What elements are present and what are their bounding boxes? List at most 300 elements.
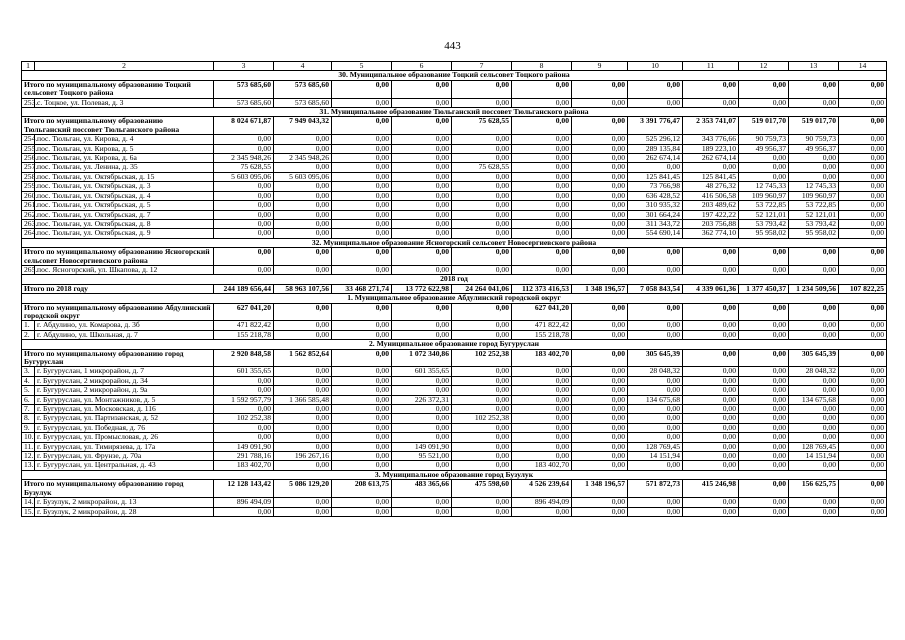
value-cell: 0,00: [839, 154, 887, 163]
value-cell: 0,00: [628, 248, 683, 266]
subtotal-label-cell: Итого по муниципальному образованию Абдулинский городской округ: [22, 303, 214, 321]
value-cell: 0,00: [392, 498, 452, 507]
value-cell: 0,00: [274, 219, 332, 228]
row-number-cell: 259.: [22, 182, 35, 191]
value-cell: 0,00: [332, 154, 392, 163]
value-cell: 0,00: [739, 498, 789, 507]
value-cell: 0,00: [572, 414, 628, 423]
table-row: [22, 229, 887, 238]
value-cell: 0,00: [789, 172, 839, 181]
value-cell: 0,00: [572, 163, 628, 172]
value-cell: 0,00: [789, 376, 839, 385]
value-cell: 0,00: [572, 433, 628, 442]
table-row: [22, 321, 887, 330]
value-cell: 0,00: [452, 498, 512, 507]
value-cell: 636 428,52: [628, 191, 683, 200]
value-cell: 0,00: [628, 330, 683, 339]
value-cell: 0,00: [572, 461, 628, 470]
value-cell: 0,00: [572, 507, 628, 516]
section-title-cell: 1. Муниципальное образование Абдулинский городской округ: [22, 294, 887, 303]
value-cell: 0,00: [214, 182, 274, 191]
value-cell: 5 086 129,20: [274, 480, 332, 498]
section-header-row: [22, 340, 887, 349]
value-cell: 53 722,85: [789, 201, 839, 210]
value-cell: 149 091,90: [214, 442, 274, 451]
row-number-cell: 13.: [22, 461, 35, 470]
value-cell: 0,00: [789, 330, 839, 339]
value-cell: 183 402,70: [512, 349, 572, 367]
value-cell: 75 628,55: [214, 163, 274, 172]
value-cell: 0,00: [452, 330, 512, 339]
subtotal-row: [22, 349, 887, 367]
value-cell: 0,00: [332, 210, 392, 219]
column-number-cell: 6: [392, 62, 452, 71]
value-cell: 0,00: [332, 80, 392, 98]
value-cell: 0,00: [274, 201, 332, 210]
value-cell: 0,00: [392, 80, 452, 98]
value-cell: 0,00: [739, 367, 789, 376]
address-cell: г. Бугуруслан, ул. Московская, д. 116: [35, 405, 214, 414]
value-cell: 0,00: [628, 498, 683, 507]
value-cell: 1 366 585,48: [274, 395, 332, 404]
value-cell: 0,00: [214, 135, 274, 144]
address-cell: пос. Тюльган, ул. Октябрьская, д. 4: [35, 191, 214, 200]
value-cell: 311 343,72: [628, 219, 683, 228]
value-cell: 0,00: [512, 182, 572, 191]
address-cell: пос. Ясногорский, ул. Шкапова, д. 12: [35, 265, 214, 274]
column-number-cell: 12: [739, 62, 789, 71]
value-cell: 0,00: [839, 144, 887, 153]
value-cell: 0,00: [572, 442, 628, 451]
value-cell: 289 135,84: [628, 144, 683, 153]
value-cell: 0,00: [274, 265, 332, 274]
value-cell: 0,00: [839, 182, 887, 191]
value-cell: 0,00: [512, 172, 572, 181]
value-cell: 0,00: [739, 163, 789, 172]
value-cell: 0,00: [392, 386, 452, 395]
value-cell: 0,00: [214, 144, 274, 153]
row-number-cell: 5.: [22, 386, 35, 395]
value-cell: 53 793,42: [739, 219, 789, 228]
value-cell: 0,00: [274, 229, 332, 238]
value-cell: 134 675,68: [628, 395, 683, 404]
value-cell: 0,00: [274, 321, 332, 330]
value-cell: 2 345 948,26: [214, 154, 274, 163]
value-cell: 1 234 509,56: [789, 284, 839, 293]
value-cell: 415 246,98: [683, 480, 739, 498]
row-number-cell: 11.: [22, 442, 35, 451]
address-cell: г. Бугуруслан, ул. Фрунзе, д. 70а: [35, 452, 214, 461]
value-cell: 0,00: [274, 367, 332, 376]
value-cell: 0,00: [392, 182, 452, 191]
value-cell: 0,00: [392, 117, 452, 135]
value-cell: 14 151,94: [789, 452, 839, 461]
value-cell: 0,00: [839, 117, 887, 135]
value-cell: 12 745,33: [789, 182, 839, 191]
column-number-cell: 10: [628, 62, 683, 71]
table-row: [22, 144, 887, 153]
value-cell: 0,00: [628, 303, 683, 321]
value-cell: 95 958,02: [739, 229, 789, 238]
address-cell: пос. Тюльган, ул. Ленина, д. 35: [35, 163, 214, 172]
subtotal-row: [22, 480, 887, 498]
value-cell: 0,00: [789, 498, 839, 507]
value-cell: 0,00: [572, 210, 628, 219]
value-cell: 0,00: [628, 321, 683, 330]
value-cell: 208 613,75: [332, 480, 392, 498]
value-cell: 0,00: [739, 376, 789, 385]
value-cell: 0,00: [628, 376, 683, 385]
value-cell: 0,00: [739, 442, 789, 451]
value-cell: 0,00: [683, 163, 739, 172]
value-cell: 0,00: [274, 423, 332, 432]
value-cell: 0,00: [789, 507, 839, 516]
value-cell: 0,00: [214, 405, 274, 414]
value-cell: 0,00: [452, 367, 512, 376]
value-cell: 0,00: [839, 433, 887, 442]
value-cell: 0,00: [839, 219, 887, 228]
value-cell: 0,00: [839, 229, 887, 238]
data-table: [21, 61, 887, 517]
value-cell: 109 960,97: [789, 191, 839, 200]
value-cell: 0,00: [628, 414, 683, 423]
value-cell: 90 759,73: [789, 135, 839, 144]
value-cell: 0,00: [572, 405, 628, 414]
value-cell: 12 128 143,42: [214, 480, 274, 498]
value-cell: 0,00: [392, 423, 452, 432]
address-cell: пос. Тюльган, ул. Октябрьская, д. 9: [35, 229, 214, 238]
table-row: [22, 182, 887, 191]
value-cell: 0,00: [683, 98, 739, 107]
value-cell: 0,00: [628, 80, 683, 98]
value-cell: 52 121,01: [739, 210, 789, 219]
value-cell: 0,00: [392, 135, 452, 144]
value-cell: 0,00: [839, 461, 887, 470]
address-cell: г. Бугуруслан, ул. Тимирязева, д. 17а: [35, 442, 214, 451]
value-cell: 0,00: [274, 461, 332, 470]
value-cell: 0,00: [452, 182, 512, 191]
row-number-cell: 14.: [22, 498, 35, 507]
value-cell: 0,00: [452, 201, 512, 210]
value-cell: 0,00: [683, 395, 739, 404]
value-cell: 0,00: [452, 303, 512, 321]
value-cell: 0,00: [512, 210, 572, 219]
address-cell: г. Бузулук, 2 микрорайон, д. 13: [35, 498, 214, 507]
address-cell: пос. Тюльган, ул. Кирова, д. 5: [35, 144, 214, 153]
value-cell: 0,00: [683, 423, 739, 432]
value-cell: 0,00: [452, 144, 512, 153]
value-cell: 0,00: [332, 117, 392, 135]
value-cell: 0,00: [572, 154, 628, 163]
value-cell: 0,00: [392, 321, 452, 330]
value-cell: 0,00: [512, 507, 572, 516]
value-cell: 4 526 239,64: [512, 480, 572, 498]
value-cell: 416 506,58: [683, 191, 739, 200]
value-cell: 0,00: [214, 201, 274, 210]
value-cell: 0,00: [452, 461, 512, 470]
row-number-cell: 12.: [22, 452, 35, 461]
value-cell: 0,00: [839, 507, 887, 516]
address-cell: пос. Тюльган, ул. Октябрьская, д. 3: [35, 182, 214, 191]
value-cell: 0,00: [739, 172, 789, 181]
value-cell: 75 628,55: [452, 117, 512, 135]
table-row: [22, 154, 887, 163]
value-cell: 0,00: [572, 117, 628, 135]
value-cell: 573 685,60: [274, 80, 332, 98]
value-cell: 0,00: [214, 229, 274, 238]
address-cell: с. Тоцкое, ул. Полевая, д. 3: [35, 98, 214, 107]
value-cell: 0,00: [274, 191, 332, 200]
value-cell: 0,00: [739, 80, 789, 98]
value-cell: 24 264 041,06: [452, 284, 512, 293]
column-number-cell: 8: [512, 62, 572, 71]
value-cell: 0,00: [452, 219, 512, 228]
row-number-cell: 263.: [22, 219, 35, 228]
value-cell: 226 372,31: [392, 395, 452, 404]
value-cell: 0,00: [392, 229, 452, 238]
value-cell: 0,00: [452, 442, 512, 451]
value-cell: 0,00: [452, 98, 512, 107]
value-cell: 0,00: [839, 423, 887, 432]
value-cell: 0,00: [572, 386, 628, 395]
value-cell: 0,00: [789, 423, 839, 432]
value-cell: 0,00: [274, 442, 332, 451]
value-cell: 0,00: [274, 248, 332, 266]
value-cell: 475 598,60: [452, 480, 512, 498]
row-number-cell: 262.: [22, 210, 35, 219]
value-cell: 5 603 095,06: [214, 172, 274, 181]
value-cell: 573 685,60: [214, 98, 274, 107]
value-cell: 0,00: [332, 367, 392, 376]
value-cell: 0,00: [683, 330, 739, 339]
value-cell: 0,00: [739, 423, 789, 432]
value-cell: 0,00: [452, 507, 512, 516]
value-cell: 5 603 095,06: [274, 172, 332, 181]
value-cell: 0,00: [789, 248, 839, 266]
value-cell: 0,00: [572, 98, 628, 107]
value-cell: 0,00: [512, 117, 572, 135]
value-cell: 0,00: [392, 154, 452, 163]
value-cell: 0,00: [452, 405, 512, 414]
value-cell: 0,00: [392, 144, 452, 153]
page-number: 443: [444, 40, 461, 52]
value-cell: 0,00: [683, 386, 739, 395]
value-cell: 0,00: [512, 367, 572, 376]
address-cell: пос. Тюльган, ул. Октябрьская, д. 7: [35, 210, 214, 219]
value-cell: 627 041,20: [512, 303, 572, 321]
value-cell: 0,00: [572, 144, 628, 153]
value-cell: 0,00: [628, 461, 683, 470]
value-cell: 0,00: [628, 163, 683, 172]
value-cell: 0,00: [214, 433, 274, 442]
value-cell: 0,00: [452, 229, 512, 238]
value-cell: 0,00: [452, 135, 512, 144]
address-cell: пос. Тюльган, ул. Кирова, д. 4: [35, 135, 214, 144]
value-cell: 90 759,73: [739, 135, 789, 144]
value-cell: 0,00: [512, 386, 572, 395]
value-cell: 0,00: [839, 265, 887, 274]
row-number-cell: 264.: [22, 229, 35, 238]
address-cell: г. Бугуруслан, ул. Центральная, д. 43: [35, 461, 214, 470]
value-cell: 0,00: [739, 265, 789, 274]
value-cell: 0,00: [512, 405, 572, 414]
value-cell: 0,00: [512, 376, 572, 385]
value-cell: 0,00: [789, 265, 839, 274]
value-cell: 125 841,45: [683, 172, 739, 181]
value-cell: 525 296,12: [628, 135, 683, 144]
value-cell: 0,00: [332, 461, 392, 470]
value-cell: 471 822,42: [214, 321, 274, 330]
value-cell: 0,00: [274, 507, 332, 516]
value-cell: 0,00: [452, 210, 512, 219]
value-cell: 0,00: [739, 303, 789, 321]
value-cell: 0,00: [214, 376, 274, 385]
value-cell: 0,00: [839, 248, 887, 266]
subtotal-label-cell: Итого по муниципальному образованию Тоцкий сельсовет Тоцкого района: [22, 80, 214, 98]
table-row: [22, 386, 887, 395]
row-number-cell: 257.: [22, 163, 35, 172]
value-cell: 0,00: [572, 423, 628, 432]
value-cell: 0,00: [392, 201, 452, 210]
value-cell: 0,00: [739, 395, 789, 404]
table-row: [22, 507, 887, 516]
value-cell: 0,00: [214, 507, 274, 516]
value-cell: 0,00: [392, 265, 452, 274]
value-cell: 0,00: [789, 98, 839, 107]
address-cell: г. Бугуруслан, 2 микрорайон, д. 34: [35, 376, 214, 385]
value-cell: 203 756,88: [683, 219, 739, 228]
value-cell: 0,00: [274, 498, 332, 507]
value-cell: 0,00: [392, 507, 452, 516]
value-cell: 519 017,70: [789, 117, 839, 135]
value-cell: 53 722,85: [739, 201, 789, 210]
row-number-cell: 255.: [22, 144, 35, 153]
table-row: [22, 367, 887, 376]
value-cell: 109 960,97: [739, 191, 789, 200]
value-cell: 0,00: [512, 219, 572, 228]
value-cell: 0,00: [214, 191, 274, 200]
value-cell: 0,00: [274, 210, 332, 219]
value-cell: 0,00: [739, 321, 789, 330]
value-cell: 0,00: [789, 154, 839, 163]
value-cell: 0,00: [683, 321, 739, 330]
value-cell: 0,00: [332, 498, 392, 507]
value-cell: 262 674,14: [683, 154, 739, 163]
value-cell: 0,00: [839, 395, 887, 404]
value-cell: 49 956,37: [789, 144, 839, 153]
value-cell: 0,00: [512, 229, 572, 238]
value-cell: 0,00: [332, 144, 392, 153]
value-cell: 0,00: [274, 405, 332, 414]
value-cell: 0,00: [512, 423, 572, 432]
row-number-cell: 7.: [22, 405, 35, 414]
value-cell: 0,00: [789, 433, 839, 442]
value-cell: 7 949 043,32: [274, 117, 332, 135]
value-cell: 2 345 948,26: [274, 154, 332, 163]
value-cell: 0,00: [332, 98, 392, 107]
value-cell: 0,00: [332, 303, 392, 321]
value-cell: 0,00: [739, 248, 789, 266]
address-cell: г. Бугуруслан, ул. Монтажников, д. 5: [35, 395, 214, 404]
value-cell: 0,00: [572, 135, 628, 144]
value-cell: 189 223,10: [683, 144, 739, 153]
value-cell: 601 355,65: [214, 367, 274, 376]
subtotal-row: [22, 80, 887, 98]
value-cell: 573 685,60: [214, 80, 274, 98]
table-row: [22, 461, 887, 470]
address-cell: пос. Тюльган, ул. Октябрьская, д. 8: [35, 219, 214, 228]
value-cell: 0,00: [572, 219, 628, 228]
column-number-cell: 11: [683, 62, 739, 71]
value-cell: 0,00: [392, 163, 452, 172]
value-cell: 0,00: [739, 461, 789, 470]
value-cell: 0,00: [392, 172, 452, 181]
value-cell: 0,00: [452, 265, 512, 274]
value-cell: 49 956,37: [739, 144, 789, 153]
value-cell: 0,00: [572, 330, 628, 339]
value-cell: 0,00: [839, 98, 887, 107]
section-title-cell: 2. Муниципальное образование город Бугуруслан: [22, 340, 887, 349]
value-cell: 95 521,00: [392, 452, 452, 461]
value-cell: 0,00: [839, 172, 887, 181]
value-cell: 0,00: [332, 405, 392, 414]
address-cell: г. Абдулино, ул. Школьная, д. 7: [35, 330, 214, 339]
value-cell: 0,00: [683, 442, 739, 451]
value-cell: 0,00: [839, 80, 887, 98]
value-cell: 0,00: [628, 98, 683, 107]
section-title-cell: 30. Муниципальное образование Тоцкий сельсовет Тоцкого района: [22, 71, 887, 80]
value-cell: 0,00: [683, 303, 739, 321]
value-cell: 0,00: [839, 480, 887, 498]
value-cell: 305 645,39: [628, 349, 683, 367]
value-cell: 0,00: [628, 433, 683, 442]
value-cell: 0,00: [683, 452, 739, 461]
value-cell: 0,00: [392, 376, 452, 385]
value-cell: 0,00: [332, 219, 392, 228]
address-cell: пос. Тюльган, ул. Октябрьская, д. 15: [35, 172, 214, 181]
value-cell: 0,00: [683, 461, 739, 470]
value-cell: 554 690,14: [628, 229, 683, 238]
value-cell: 0,00: [452, 433, 512, 442]
row-number-cell: 10.: [22, 433, 35, 442]
section-title-cell: 32. Муниципальное образование Ясногорский сельсовет Новосергиевского района: [22, 238, 887, 247]
column-number-cell: 4: [274, 62, 332, 71]
row-number-cell: 4.: [22, 376, 35, 385]
value-cell: 0,00: [739, 433, 789, 442]
value-cell: 0,00: [512, 201, 572, 210]
value-cell: 0,00: [392, 330, 452, 339]
value-cell: 0,00: [332, 201, 392, 210]
value-cell: 896 494,09: [214, 498, 274, 507]
value-cell: 102 252,38: [452, 414, 512, 423]
subtotal-row: [22, 248, 887, 266]
value-cell: 0,00: [274, 433, 332, 442]
value-cell: 0,00: [392, 461, 452, 470]
value-cell: 0,00: [274, 414, 332, 423]
value-cell: 0,00: [789, 405, 839, 414]
address-cell: г. Бузулук, 2 микрорайон, д. 28: [35, 507, 214, 516]
value-cell: 0,00: [683, 367, 739, 376]
value-cell: 0,00: [392, 433, 452, 442]
value-cell: 519 017,70: [739, 117, 789, 135]
value-cell: 0,00: [452, 321, 512, 330]
value-cell: 0,00: [214, 219, 274, 228]
value-cell: 262 674,14: [628, 154, 683, 163]
value-cell: 0,00: [839, 405, 887, 414]
table-row: [22, 163, 887, 172]
value-cell: 196 267,16: [274, 452, 332, 461]
value-cell: 0,00: [274, 182, 332, 191]
